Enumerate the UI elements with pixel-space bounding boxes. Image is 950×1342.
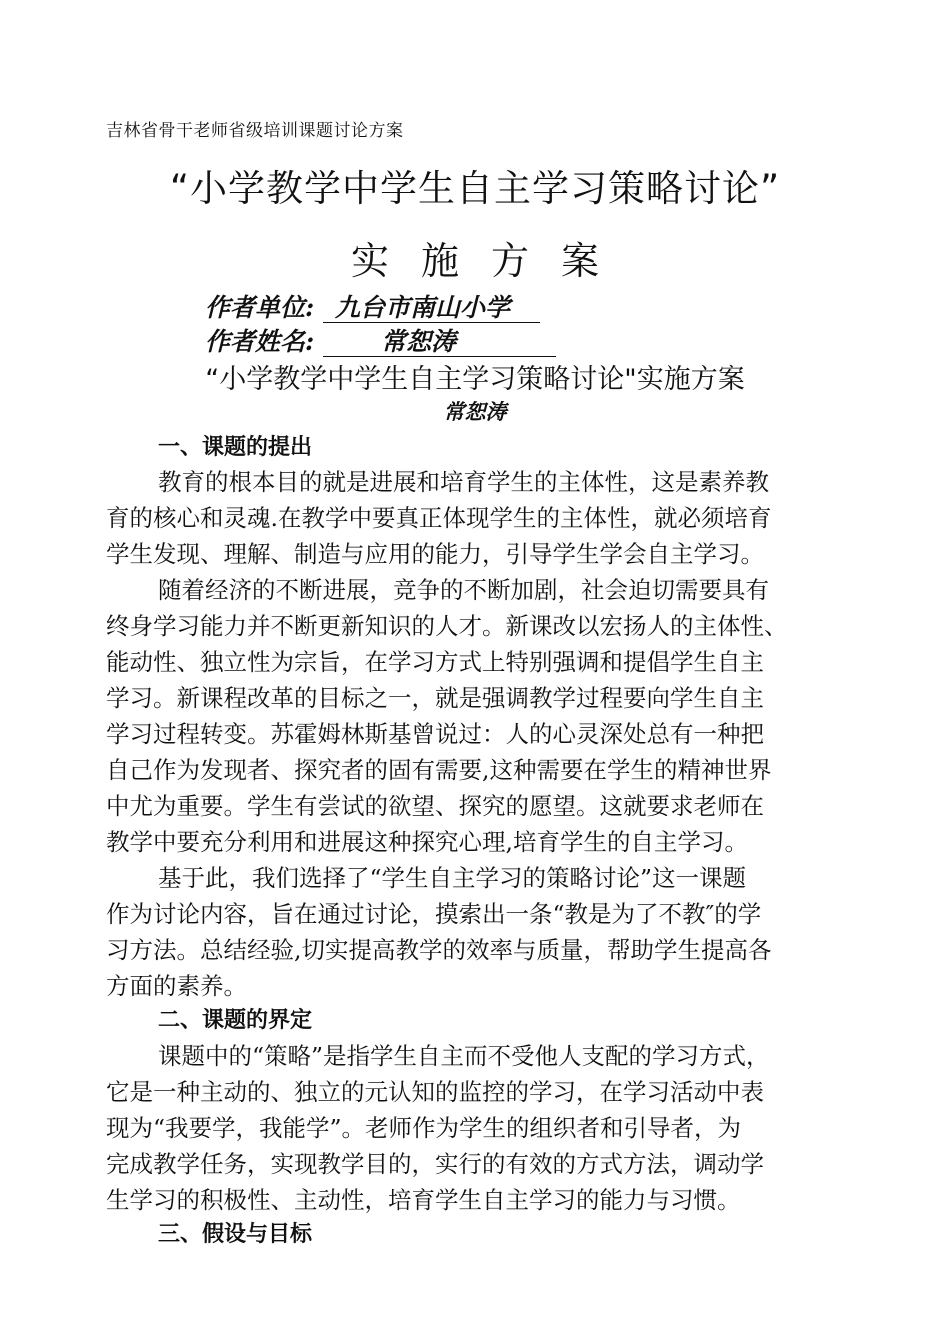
author-name-label: 作者姓名: bbox=[205, 327, 315, 356]
section-heading: 三、假设与目标 bbox=[158, 1222, 313, 1247]
author-unit-label: 作者单位: bbox=[205, 293, 315, 322]
paragraph-line: 生学习的积极性、主动性，培育学生自主学习的能力与习惯。 bbox=[106, 1186, 741, 1214]
paragraph-line: 随着经济的不断进展，竞争的不断加剧，社会迫切需要具有 bbox=[158, 576, 769, 604]
paragraph-line: 终身学习能力并不断更新知识的人才。新课改以宏扬人的主体性、 bbox=[106, 612, 788, 640]
paragraph-line: 基于此，我们选择了“学生自主学习的策略讨论”这一课题 bbox=[158, 864, 747, 892]
paragraph-line: 课题中的“策略”是指学生自主而不受他人支配的学习方式， bbox=[158, 1042, 770, 1070]
paragraph-line: 它是一种主动的、独立的元认知的监控的学习，在学习活动中表 bbox=[106, 1078, 764, 1106]
author-unit-value: 九台市南山小学 bbox=[323, 294, 540, 323]
author-unit-row bbox=[205, 288, 540, 324]
repeat-title: “小学教学中学生自主学习策略讨论"实施方案 bbox=[205, 364, 745, 395]
paragraph-line: 能动性、独立性为宗旨，在学习方式上特别强调和提倡学生自主 bbox=[106, 648, 764, 676]
author-name-value: 常恕涛 bbox=[323, 328, 556, 357]
paragraph-line: 学习。新课程改革的目标之一，就是强调教学过程要向学生自主 bbox=[106, 684, 764, 712]
paragraph-line: 现为“我要学，我能学”。老师作为学生的组织者和引导者，为 bbox=[106, 1114, 742, 1142]
paragraph-line: 中尤为重要。学生有尝试的欲望、探究的愿望。这就要求老师在 bbox=[106, 792, 764, 820]
paragraph-line: 育的核心和灵魂.在教学中要真正体现学生的主体性，就必须培育 bbox=[106, 504, 772, 532]
paragraph-line: 习方法。总结经验,切实提高教学的效率与质量，帮助学生提高各 bbox=[106, 936, 772, 964]
paragraph-line: 学习过程转变。苏霍姆林斯基曾说过：人的心灵深处总有一种把 bbox=[106, 720, 764, 748]
author-name-row bbox=[205, 322, 556, 358]
main-title: “小学教学中学生自主学习策略讨论” bbox=[169, 167, 781, 210]
paragraph-line: 自己作为发现者、探究者的固有需要,这种需要在学生的精神世界 bbox=[106, 756, 772, 784]
header-note: 吉林省骨干老师省级培训课题讨论方案 bbox=[106, 121, 404, 141]
paragraph-line: 教学中要充分利用和进展这种探究心理,培育学生的自主学习。 bbox=[106, 828, 748, 856]
paragraph-line: 作为讨论内容，旨在通过讨论，摸索出一条“教是为了不教″的学 bbox=[106, 900, 762, 928]
paragraph-line: 方面的素养。 bbox=[106, 972, 247, 1000]
paragraph-line: 完成教学任务，实现教学目的，实行的有效的方式方法，调动学 bbox=[106, 1150, 764, 1178]
section-heading: 一、课题的提出 bbox=[158, 435, 313, 460]
section-heading: 二、课题的界定 bbox=[158, 1008, 313, 1033]
sub-title: 实施方案 bbox=[350, 239, 631, 283]
paragraph-line: 教育的根本目的就是进展和培育学生的主体性，这是素养教 bbox=[158, 468, 769, 496]
repeat-author: 常恕涛 bbox=[443, 399, 507, 424]
paragraph-line: 学生发现、理解、制造与应用的能力，引导学生学会自主学习。 bbox=[106, 540, 764, 568]
